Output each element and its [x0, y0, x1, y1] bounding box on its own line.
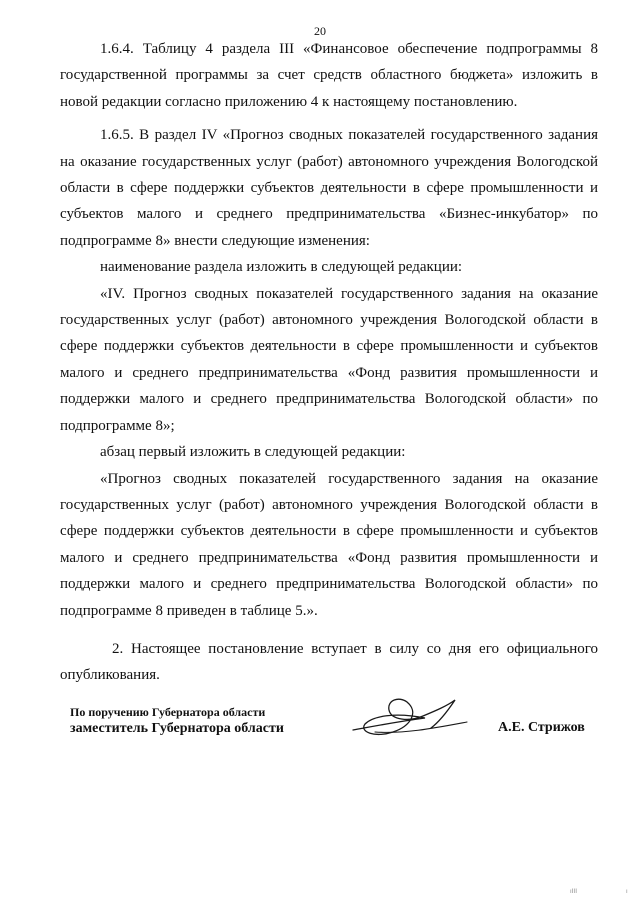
- paragraph-effective-date: 2. Настоящее постановление вступает в силу со дня его официального опубликования.: [60, 640, 598, 684]
- handwritten-signature: [335, 682, 485, 752]
- footer-mark-2: ı: [626, 888, 628, 895]
- signatory-role-line1: По поручению Губернатора области: [70, 705, 266, 719]
- signatory-role-line2: заместитель Губернатора области: [70, 721, 284, 736]
- signatory-roles: [70, 704, 284, 738]
- paragraph-section-title-quote: «IV. Прогноз сводных показателей государственного задания на оказание государственных услуг (работ) автономного учреждения Вологодской области в сфере поддержки субъектов деятельности в сфере промышленности и субъектов малого и среднего предпринимательства «Фонд развития промышленности и поддержки малого и среднего предпринимательства Вологодской области» по подпрограмме 8»;: [60, 285, 598, 434]
- paragraph-section-name: наименование раздела изложить в следующей редакции:: [100, 259, 463, 276]
- paragraph-forecast-quote: «Прогноз сводных показателей государственного задания на оказание государственных услуг (работ) автономного учреждения Вологодской области в сфере поддержки субъектов деятельности в сфере промышленности и субъектов малого и среднего предпринимательства «Фонд развития промышленности и поддержки малого и среднего предпринимательства Вологодской области» по подпрограмме 8 приведен в таблице 5.».: [60, 470, 598, 619]
- signatory-name: А.Е. Стрижов: [498, 720, 585, 735]
- paragraph-1-6-5: 1.6.5. В раздел IV «Прогноз сводных показателей государственного задания на оказание государственных услуг (работ) автономного учреждения Вологодской области в сфере поддержки субъектов деятельности в сфере промышленности и субъектов малого и среднего предпринимательства «Бизнес-инкубатор» по подпрограмме 8» внести следующие изменения:: [60, 127, 598, 249]
- page-number: 20: [314, 24, 326, 38]
- footer-mark-1: ıIII: [570, 888, 577, 895]
- paragraph-first-abzac: абзац первый изложить в следующей редакции:: [100, 444, 406, 461]
- document-body: [60, 36, 598, 689]
- paragraph-1-6-4: 1.6.4. Таблицу 4 раздела III «Финансовое обеспечение подпрограммы 8 государственной программы за счет средств областного бюджета» изложить в новой редакции согласно приложению 4 к настоящему постановлению.: [60, 41, 598, 110]
